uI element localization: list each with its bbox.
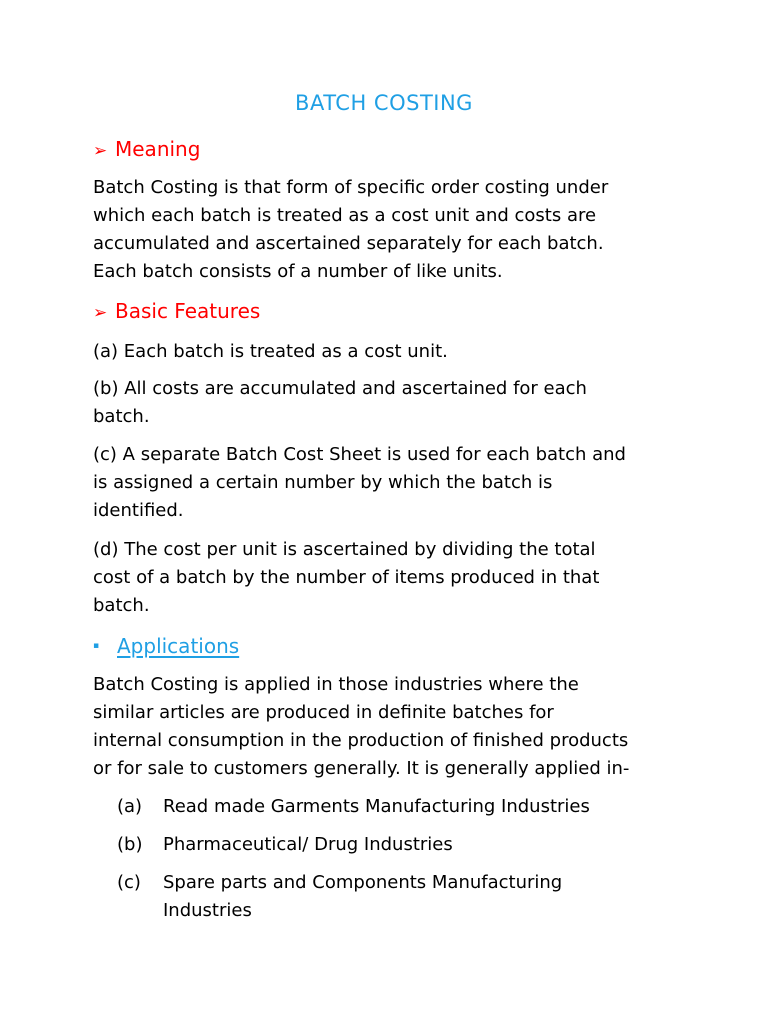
paragraph-line: Batch Costing is that form of specific order costing under bbox=[93, 177, 609, 198]
paragraph-line: batch. bbox=[93, 595, 150, 616]
list-marker: (c) bbox=[117, 872, 141, 893]
square-bullet-icon: ▪ bbox=[93, 640, 100, 651]
feature-item-b bbox=[93, 375, 733, 431]
paragraph-line: Batch Costing is applied in those industries where the bbox=[93, 674, 579, 695]
section-heading-text: Basic Features bbox=[115, 299, 261, 323]
paragraph-line: similar articles are produced in definite batches for bbox=[93, 702, 554, 723]
section-heading-applications bbox=[93, 632, 239, 662]
paragraph-line: (c) A separate Batch Cost Sheet is used for each batch and bbox=[93, 444, 626, 465]
paragraph-line: Read made Garments Manufacturing Industries bbox=[163, 796, 590, 817]
paragraph-line: Spare parts and Components Manufacturing bbox=[163, 872, 563, 893]
list-marker: (a) bbox=[117, 796, 143, 817]
paragraph-line: internal consumption in the production of finished products bbox=[93, 730, 629, 751]
list-item-text bbox=[163, 793, 723, 821]
meaning-paragraph bbox=[93, 174, 733, 286]
paragraph-line: identified. bbox=[93, 500, 184, 521]
paragraph-line: Each batch consists of a number of like units. bbox=[93, 261, 503, 282]
paragraph-line: cost of a batch by the number of items produced in that bbox=[93, 567, 600, 588]
section-heading-meaning bbox=[93, 135, 200, 165]
section-heading-text: Meaning bbox=[115, 137, 201, 161]
page-title: BATCH COSTING bbox=[295, 91, 473, 115]
paragraph-line: accumulated and ascertained separately for each batch. bbox=[93, 233, 604, 254]
list-marker: (b) bbox=[117, 834, 143, 855]
list-item-text bbox=[163, 869, 723, 925]
arrow-bullet-icon: ➢ bbox=[93, 303, 108, 323]
feature-item-d bbox=[93, 536, 733, 620]
paragraph-line: (b) All costs are accumulated and ascertained for each bbox=[93, 378, 587, 399]
paragraph-line: Industries bbox=[163, 900, 252, 921]
paragraph-line: is assigned a certain number by which the batch is bbox=[93, 472, 553, 493]
feature-item-c bbox=[93, 441, 733, 525]
feature-item-a bbox=[93, 338, 733, 366]
paragraph-line: (d) The cost per unit is ascertained by dividing the total bbox=[93, 539, 596, 560]
section-heading-text: Applications bbox=[117, 634, 240, 658]
paragraph-line: which each batch is treated as a cost unit and costs are bbox=[93, 205, 597, 226]
paragraph-line: or for sale to customers generally. It is generally applied in- bbox=[93, 758, 630, 779]
paragraph-line: (a) Each batch is treated as a cost unit. bbox=[93, 341, 448, 362]
paragraph-line: Pharmaceutical/ Drug Industries bbox=[163, 834, 453, 855]
paragraph-line: batch. bbox=[93, 406, 150, 427]
list-item-text bbox=[163, 831, 723, 859]
section-heading-basic-features bbox=[93, 297, 260, 327]
applications-paragraph bbox=[93, 671, 733, 783]
arrow-bullet-icon: ➢ bbox=[93, 141, 108, 161]
